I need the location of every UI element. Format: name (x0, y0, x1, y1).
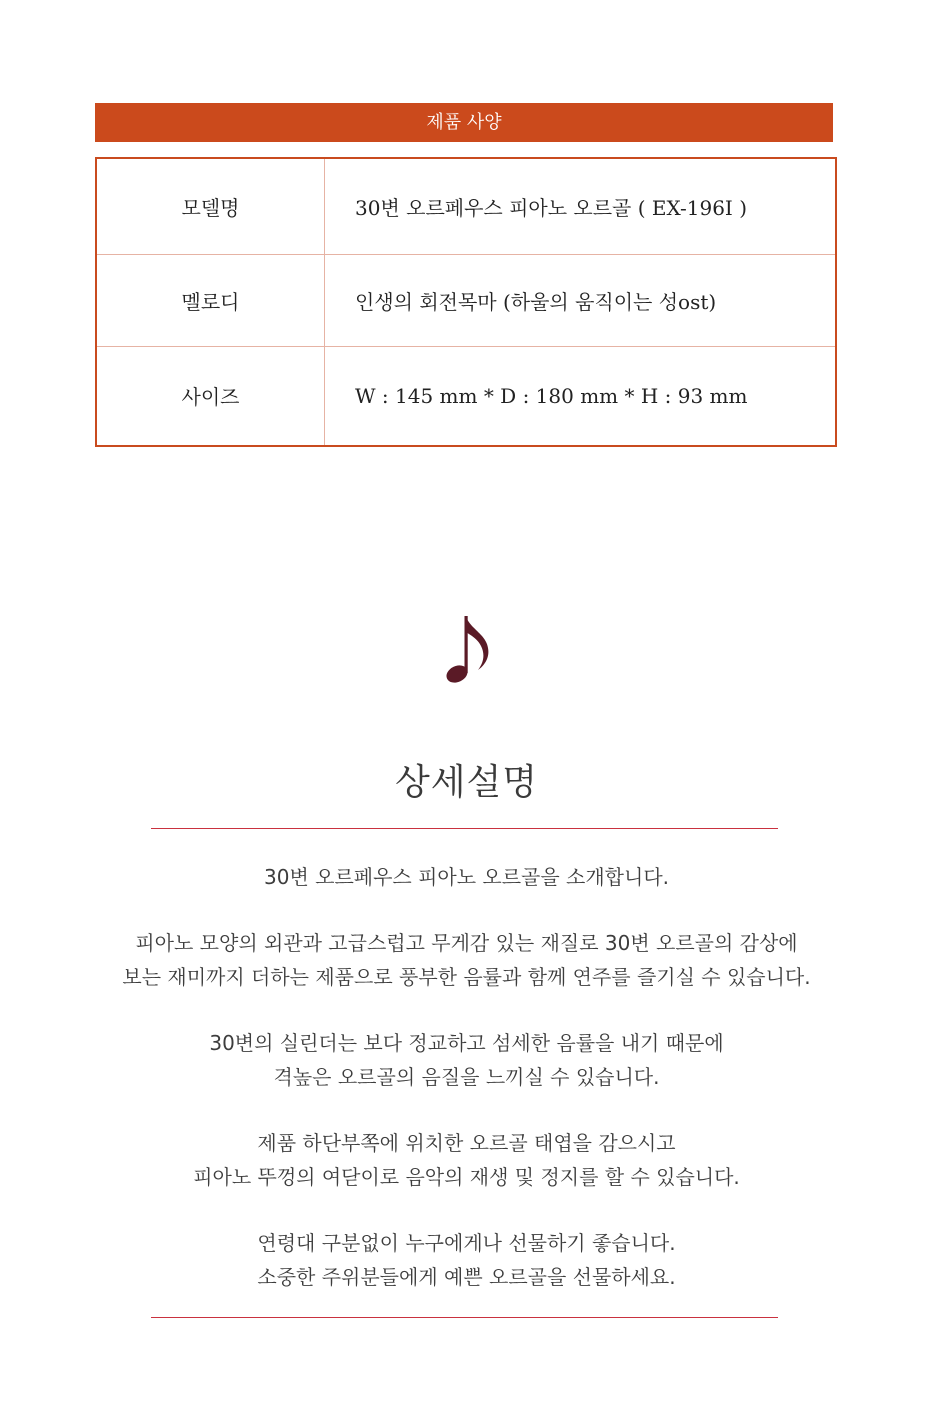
spec-label-size: 사이즈 (96, 346, 325, 446)
desc-line: 격높은 오르골의 음질을 느끼실 수 있습니다. (273, 1065, 660, 1089)
spec-table (95, 157, 837, 447)
divider-top (151, 828, 778, 829)
desc-line: 연령대 구분없이 누구에게나 선물하기 좋습니다. (257, 1231, 676, 1255)
desc-line: 30변의 실린더는 보다 정교하고 섬세한 음률을 내기 때문에 (209, 1031, 724, 1055)
desc-line: 30변 오르페우스 피아노 오르골을 소개합니다. (264, 865, 669, 889)
desc-line: 소중한 주위분들에게 예쁜 오르골을 선물하세요. (257, 1265, 676, 1289)
spec-label-melody: 멜로디 (96, 255, 325, 347)
spec-row-melody (96, 255, 836, 347)
spec-value-melody: 인생의 회전목마 (하울의 움직이는 성ost) (325, 255, 837, 347)
detail-description (60, 860, 873, 1294)
spec-value-model: 30변 오르페우스 피아노 오르골 ( EX-196I ) (325, 158, 837, 255)
desc-line: 피아노 뚜껑의 여닫이로 음악의 재생 및 정지를 할 수 있습니다. (193, 1165, 740, 1189)
spec-row-model (96, 158, 836, 255)
desc-line: 보는 재미까지 더하는 제품으로 풍부한 음률과 함께 연주를 즐기실 수 있습니다. (122, 965, 811, 989)
detail-title: 상세설명 (394, 762, 539, 803)
desc-line: 피아노 모양의 외관과 고급스럽고 무게감 있는 재질로 30변 오르골의 감상에 (135, 931, 798, 955)
spec-label-model: 모델명 (96, 158, 325, 255)
spec-value-size: W : 145 mm * D : 180 mm * H : 93 mm (325, 346, 837, 446)
spec-header: 제품 사양 (95, 103, 833, 142)
divider-bottom (151, 1317, 778, 1318)
desc-line: 제품 하단부쪽에 위치한 오르골 태엽을 감으시고 (257, 1131, 676, 1155)
eighth-note-icon (440, 612, 500, 687)
spec-row-size (96, 346, 836, 446)
